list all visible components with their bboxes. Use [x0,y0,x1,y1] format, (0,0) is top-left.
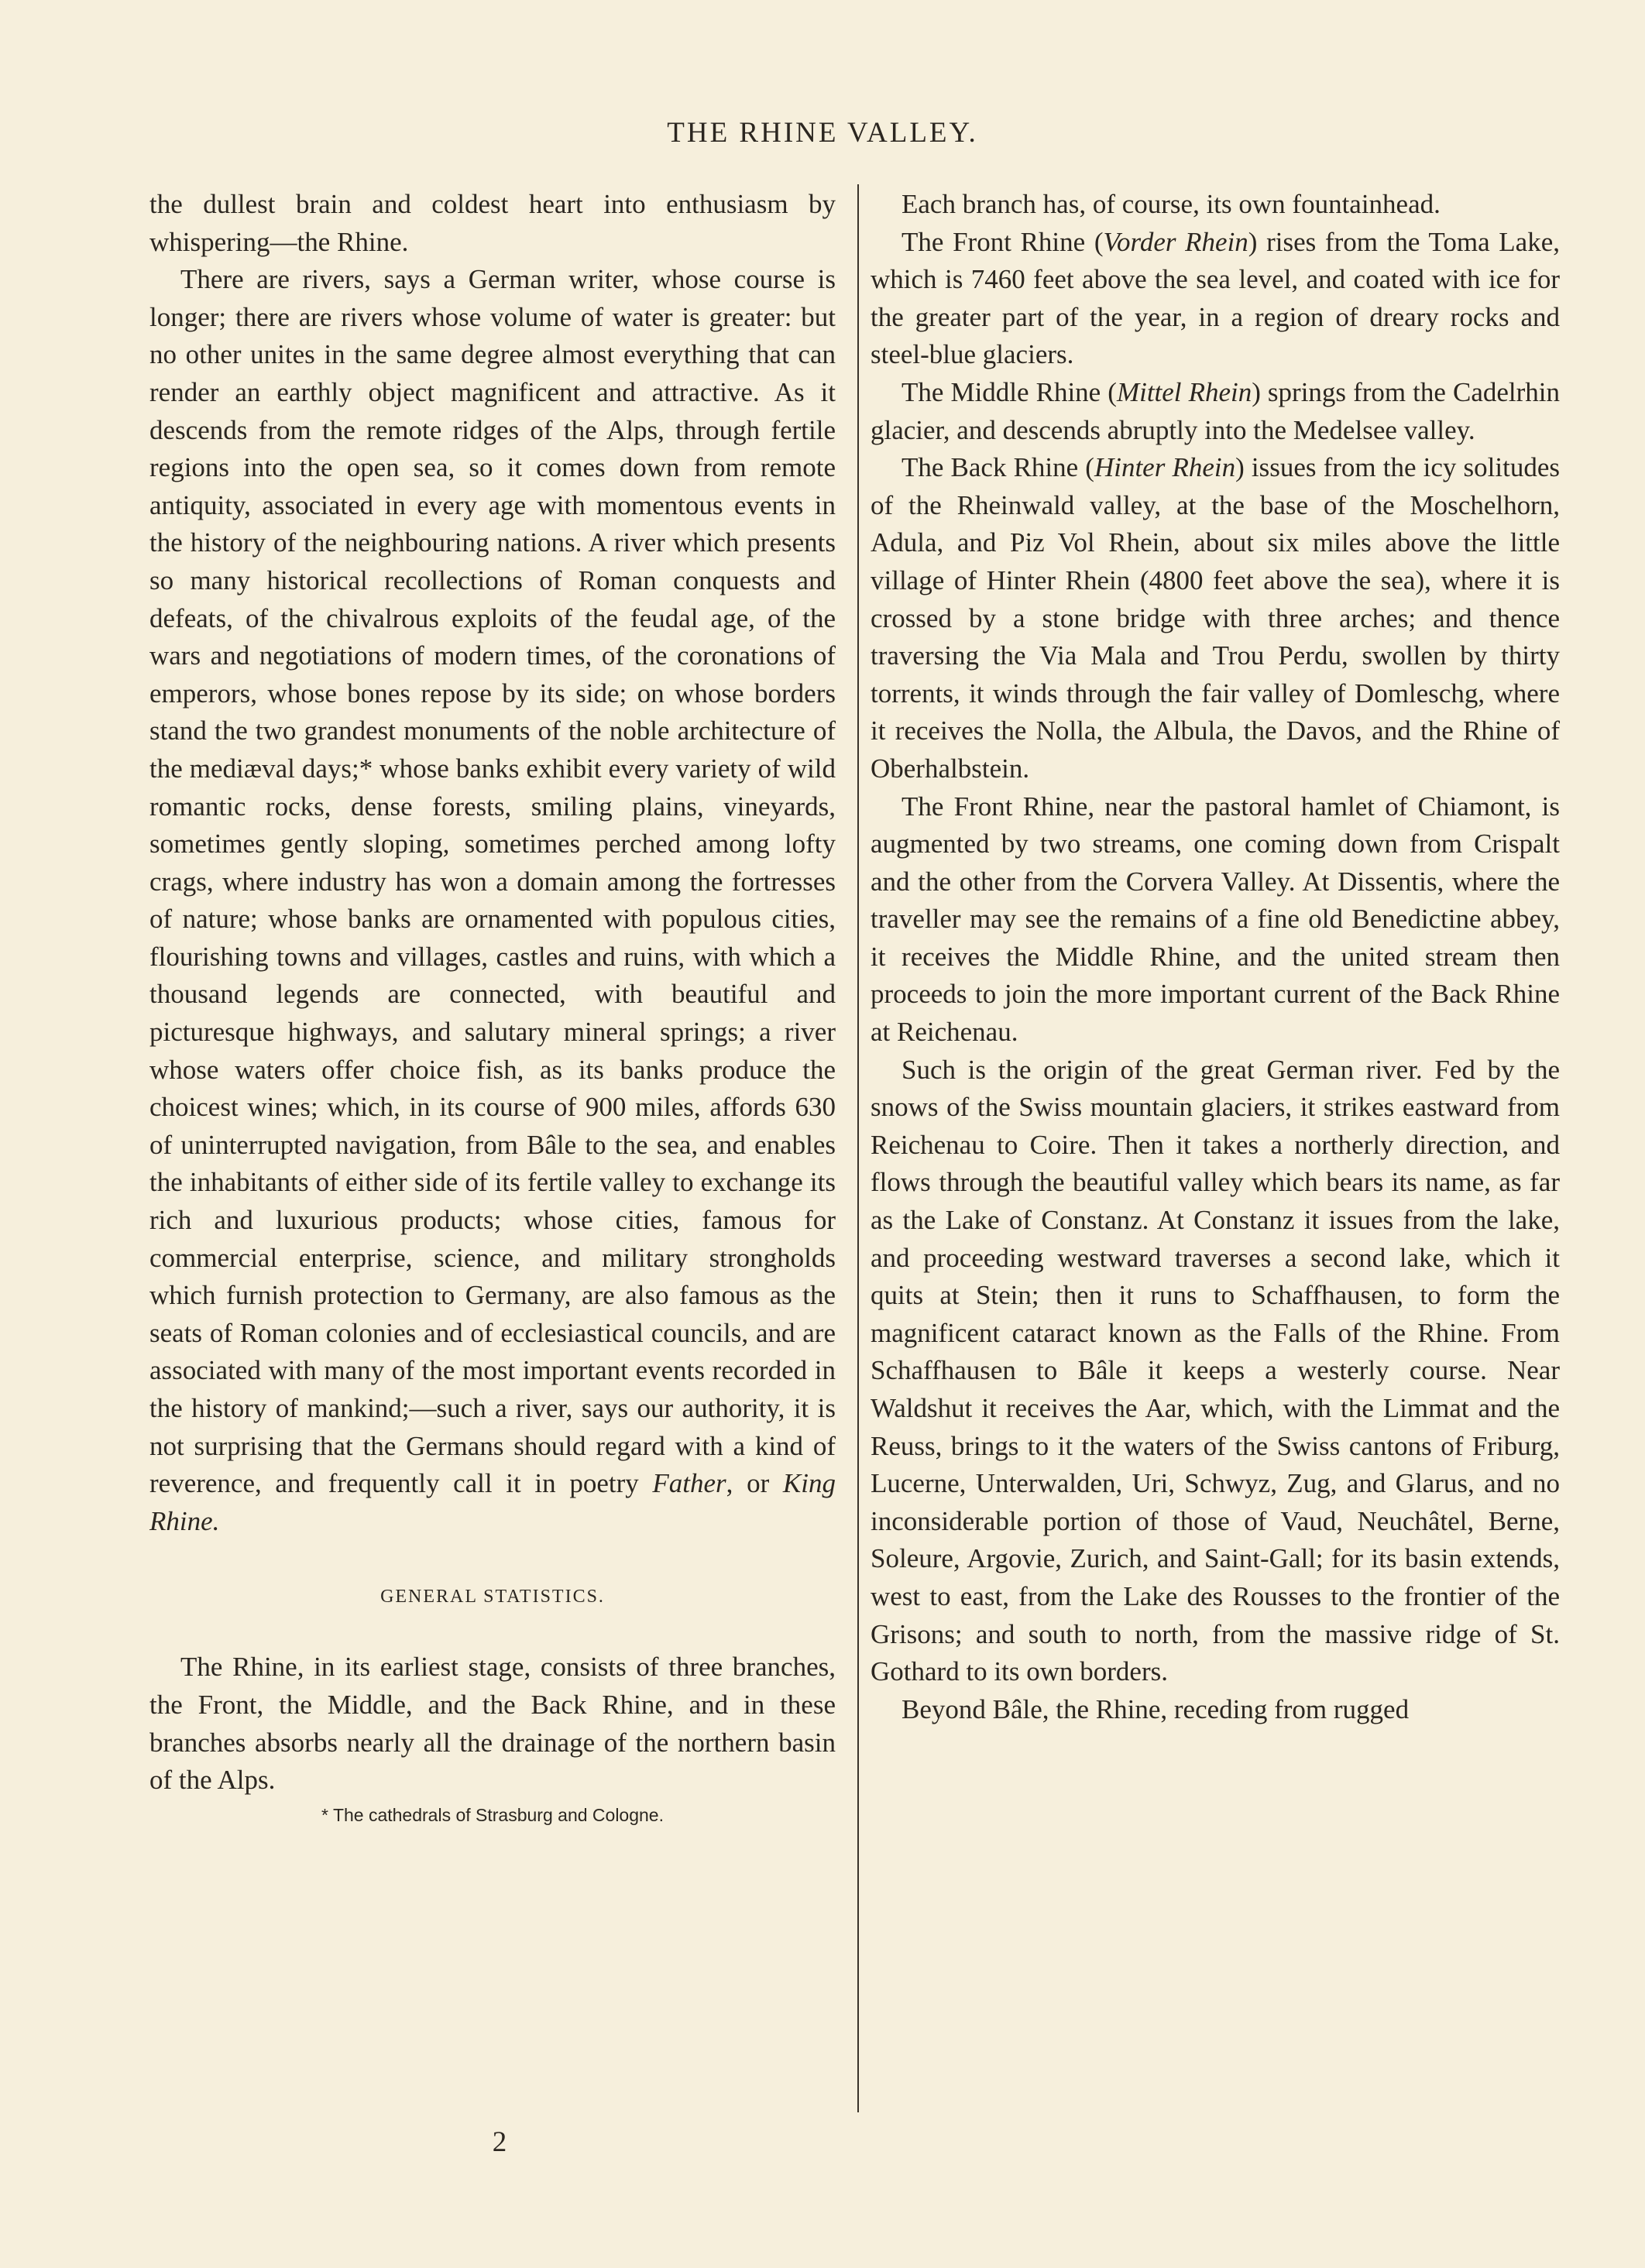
paragraph-text: There are rivers, says a German writer, whose course is longer; there are rivers whose volume of water is greater: but no other unites in the same degree almost everything that can render an earthly object magnificent and attractive. As it descends from the remote ridges of the Alps, through fertile regions into the open sea, so it comes down from remote antiquity, associated in every age with momentous events in the history of the neighbouring nations. A river which presents so many historical recollections of Roman conquests and defeats, of the chivalrous exploits of the feudal age, of the wars and negotiations of modern times, of the coronations of emperors, whose bones repose by its side; on whose borders stand the two grandest monuments of the noble architecture of the mediæval days;* whose banks exhibit every variety of wild romantic rocks, dense forests, smiling plains, vineyards, sometimes gently sloping, sometimes perched among lofty crags, where industry has won a domain among the fortresses of nature; whose banks are ornamented with populous cities, flourishing towns and villages, castles and ruins, with which a thousand legends are connected, with beautiful and picturesque highways, and salutary mineral springs; a river whose waters offer choice fish, as its banks produce the choicest wines; which, in its course of 900 miles, affords 630 of uninterrupted navigation, from Bâle to the sea, and enables the inhabitants of either side of its fertile valley to exchange its rich and luxurious products; whose cities, famous for commercial enterprise, science, and military strongholds which furnish protection to Germany, are also famous as the seats of Roman colonies and of ecclesiastical councils, and are associated with many of the most important events recorded in the history of mankind;—such a river, says our authority, it is not surprising that the Germans should regard with a kind of reverence, and frequently call it in poetry [149,264,836,1499]
paragraph [871,224,1560,374]
paragraph [871,449,1560,787]
page-number: 2 [492,2126,507,2158]
right-column [871,186,1560,1728]
paragraph-text: ) springs from the Cadelrhin glacier, and descends abruptly into the Medelsee valley. [871,376,1561,445]
paragraph-text: The Front Rhine ( [901,226,1104,257]
footnote: * The cathedrals of Strasburg and Cologne. [321,1804,664,1825]
paragraph: The Front Rhine, near the pastoral hamlet of Chiamont, is augmented by two streams, one coming down from Crispalt and the other from the Corvera Valley. At Dissentis, where the traveller may see the remains of a fine old Benedictine abbey, it receives the Middle Rhine, and the united stream then proceeds to join the more important current of the Back Rhine at Reichenau. [871,791,1560,1048]
italic-text: Mittel Rhein [1116,376,1252,407]
paragraph-text: The Middle Rhine ( [901,376,1117,407]
paragraph [871,374,1560,449]
paragraph [149,261,836,1540]
paragraph: The Rhine, in its earliest stage, consists of three branches, the Front, the Middle, and the Back Rhine, and in these branches absorbs nearly all the drainage of the northern basin of the Alps. [149,1652,836,1796]
column-rule [857,184,859,2112]
paragraph: Such is the origin of the great German river. Fed by the snows of the Swiss mountain glaciers, it strikes eastward from Reichenau to Coire. Then it takes a northerly direction, and flows through the beautiful valley which bears its name, as far as the Lake of Constanz. At Constanz it issues from the lake, and proceeding westward traverses a second lake, which it quits at Stein; then it runs to Schaffhausen, to form the magnificent cataract known as the Falls of the Rhine. From Schaffhausen to Bâle it keeps a westerly course. Near Waldshut it receives the Aar, which, with the Limmat and the Reuss, brings to it the waters of the Swiss cantons of Friburg, Lucerne, Unterwalden, Uri, Schwyz, Zug, and Glarus, and no inconsiderable portion of those of Vaud, Neuchâtel, Berne, Soleure, Argovie, Zurich, and Saint-Gall; for its basin extends, west to east, from the Lake des Rousses to the frontier of the Grisons; and south to north, from the massive ridge of St. Gothard to its own borders. [871,1054,1560,1687]
paragraph-text: ) issues from the icy solitudes of the Rheinwald valley, at the base of the Moschelhorn, Adula, and Piz Vol Rhein, about six miles above the little village of Hinter Rhein (4800 feet above the sea), where it is crossed by a stone bridge with three arches; and thence traversing the Via Mala and Trou Perdu, swollen by thirty torrents, it winds through the fair valley of Domleschg, where it receives the Nolla, the Albula, the Davos, and the Rhine of Oberhalbstein. [871,452,1560,784]
italic-text: Vorder Rhein [1103,226,1248,257]
paragraph-text: , or [726,1468,783,1499]
paragraph: Each branch has, of course, its own fountainhead. [901,189,1441,219]
paragraph: the dullest brain and coldest heart into enthusiasm by whispering—the Rhine. [149,189,836,257]
italic-text: Hinter Rhein [1094,452,1236,483]
italic-text: Father [652,1468,726,1499]
italic-text: King Rhine. [149,1468,836,1536]
left-column [149,186,836,1831]
running-head: THE RHINE VALLEY. [667,117,978,149]
paragraph-text: ) rises from the Toma Lake, which is 7460 feet above the sea level, and coated with ice for the greater part of the year, in a region of dreary rocks and steel-blue glaciers. [871,226,1560,370]
section-heading: GENERAL STATISTICS. [380,1587,605,1608]
paragraph-text: The Back Rhine ( [901,452,1094,483]
paragraph: Beyond Bâle, the Rhine, receding from rugged [901,1693,1410,1724]
